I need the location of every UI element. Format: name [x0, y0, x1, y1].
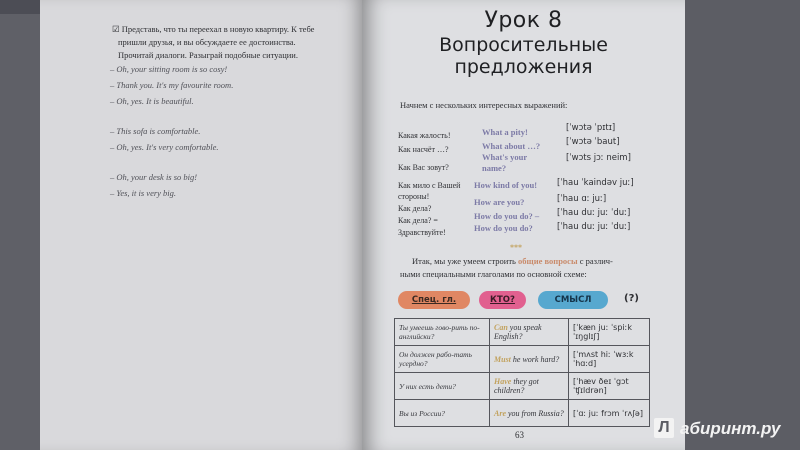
question-rest: you speak English? [494, 323, 542, 341]
question-rest: he work hard? [510, 354, 560, 364]
scheme-question-mark: (?) [624, 293, 639, 304]
phrase-en: What's your name? [482, 152, 527, 173]
paragraph-text: Итак, мы уже умеем строить [412, 256, 519, 266]
table-row [395, 373, 650, 400]
phrase-en: How kind of you! [474, 180, 538, 190]
dialogue-line: – Oh, your sitting room is so cosy! [110, 64, 228, 74]
paragraph-line-1 [412, 256, 613, 266]
task-line-1: ☑ Представь, что ты переехал в новую квартиру. К тебе [112, 24, 315, 34]
phrase-tr: [ˈwɔtə ˈpɪtɪ] [566, 123, 616, 133]
scheme-meaning [538, 291, 608, 309]
phrase-ru: Как мило с Вашей стороны! [398, 181, 461, 201]
dialogue-line: – This sofa is comfortable. [110, 126, 201, 136]
phrase-tr: [ˈwɔtə ˈbaut] [566, 137, 620, 147]
examples-table [394, 318, 650, 427]
dialogue-line: – Oh, yes. It's very comfortable. [110, 142, 219, 152]
dialogue-line: – Thank you. It's my favourite room. [110, 80, 234, 90]
question-rest: you from Russia? [506, 408, 564, 418]
phrase-tr: [ˈhau duː juː ˈduː] [557, 222, 631, 232]
table-cell-ru: У них есть дети? [395, 373, 490, 400]
phrase-en: What about …? [482, 141, 541, 151]
table-row [395, 400, 650, 427]
phrase-en: What a pity! [482, 127, 528, 137]
table-cell-tr: [ˈkæn juː ˈspiːk ˈɪŋglɪʃ] [569, 319, 650, 346]
phrase-ru: Как насчёт …? [398, 145, 449, 154]
phrase-en: How do you do? – How do you do? [474, 211, 540, 233]
lesson-subtitle-2: предложения [454, 56, 593, 78]
table-row [395, 346, 650, 373]
table-row [395, 319, 650, 346]
section-divider: *** [510, 243, 522, 252]
phrase-tr: [ˈhau ˈkaindəv juː] [557, 178, 634, 188]
scheme-label: Спец. гл. [411, 295, 457, 305]
table-cell-tr: [ˈmʌst hiː ˈwɜːk ˈhɑːd] [569, 346, 650, 373]
table-cell-tr: [ˈhæv ðeɪ ˈgɔt ˈʧɪldrən] [569, 373, 650, 400]
scheme-label: СМЫСЛ [554, 295, 592, 305]
special-verb: Can [494, 323, 508, 332]
scheme-who [479, 291, 526, 309]
table-cell-ru: Он должен рабо-тать усердно? [395, 346, 490, 373]
lesson-subtitle-1: Вопросительные [439, 34, 608, 56]
background-right [685, 0, 800, 450]
lesson-title: Урок 8 [484, 8, 563, 33]
intro-text: Начнем с нескольких интересных выражений: [400, 100, 568, 110]
task-line-2: пришли друзья, и вы обсуждаете ее достоинства. [118, 37, 296, 47]
special-verb: Have [494, 377, 512, 386]
phrase-tr: [ˈhau ɑː juː] [557, 194, 607, 204]
phrase-ru: Какая жалость! [398, 131, 451, 140]
phrase-ru: Как дела? = Здравствуйте! [398, 216, 446, 237]
paragraph-line-2: ными специальными глаголами по основной схеме: [400, 269, 587, 279]
table-cell-en [490, 373, 569, 400]
watermark-text: абиринт.ру [680, 419, 781, 438]
table-cell-en [490, 319, 569, 346]
phrase-ru: Как дела? [398, 204, 432, 213]
table-cell-en [490, 346, 569, 373]
dialogue-line: – Oh, your desk is so big! [110, 172, 198, 182]
table-cell-en [490, 400, 569, 427]
dialogue-line: – Yes, it is very big. [110, 188, 177, 198]
table-cell-ru: Ты умеешь гово-рить по-английски? [395, 319, 490, 346]
highlighted-term: общие вопросы [518, 256, 578, 266]
watermark-logo: Л [654, 418, 674, 438]
task-line-3: Прочитай диалоги. Разыграй подобные ситуации. [118, 50, 298, 60]
dialogue-line: – Oh, yes. It is beautiful. [110, 96, 194, 106]
special-verb: Must [494, 354, 511, 364]
phrase-tr: [ˈhau duː juː ˈduː] [557, 208, 631, 218]
table-cell-ru: Вы из России? [395, 400, 490, 427]
page-number: 63 [515, 430, 524, 440]
paragraph-text: с различ- [577, 256, 613, 266]
question-rest: they got children? [494, 377, 539, 395]
phrase-en: How are you? [474, 197, 525, 207]
phrase-ru: Как Вас зовут? [398, 163, 449, 172]
scheme-label: КТО? [490, 295, 515, 305]
table-cell-tr: [ˈɑː juː frɔm ˈrʌʃə] [569, 400, 650, 427]
phrase-tr: [ˈwɔts jɔː neim] [566, 153, 631, 163]
special-verb: Are [494, 408, 506, 418]
scheme-special-verb [398, 291, 470, 309]
